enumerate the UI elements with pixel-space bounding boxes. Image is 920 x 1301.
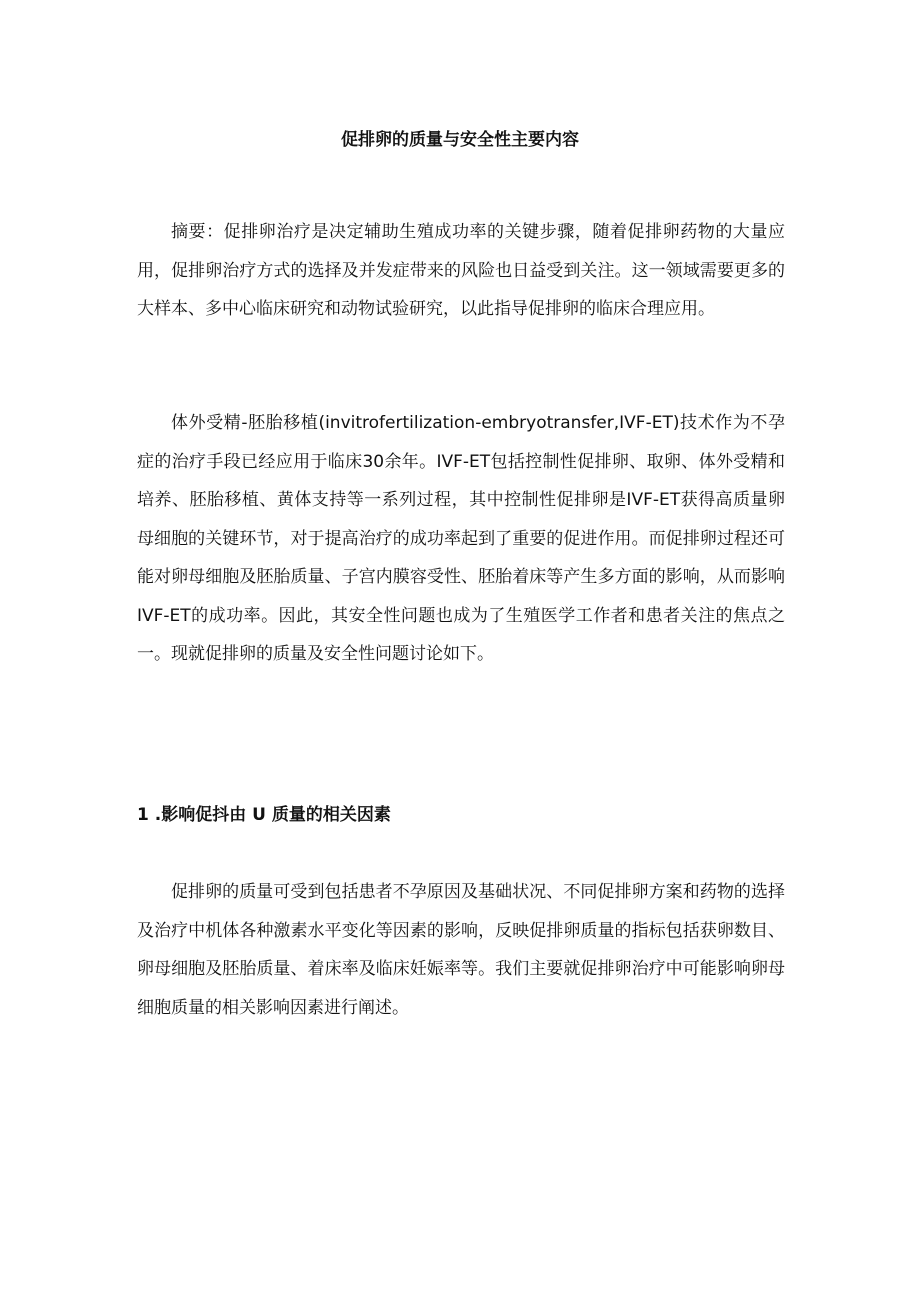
abstract-paragraph: 摘要：促排卵治疗是决定辅助生殖成功率的关键步骤，随着促排卵药物的大量应用，促排卵治疗方式的选择及并发症带来的风险也日益受到关注。这一领域需要更多的大样本、多中心临床研究和动物试验研究，以此指导促排卵的临床合理应用。 (137, 222, 785, 319)
section-1-paragraph: 促排卵的质量可受到包括患者不孕原因及基础状况、不同促排卵方案和药物的选择及治疗中机体各种激素水平变化等因素的影响，反映促排卵质量的指标包括获卵数目、卵母细胞及胚胎质量、着床率及临床妊娠率等。我们主要就促排卵治疗中可能影响卵母细胞质量的相关影响因素进行阐述。 (137, 882, 785, 1018)
document-title: 促排卵的质量与安全性主要内容 (341, 130, 579, 150)
section-1-heading: 1 .影响促抖由 U 质量的相关因素 (137, 805, 391, 825)
intro-paragraph: 体外受精-胚胎移植(invitrofertilization-embryotransfer,IVF-ET)技术作为不孕症的治疗手段已经应用于临床30余年。IVF-ET包括控制性促排卵、取卵、体外受精和培养、胚胎移植、黄体支持等一系列过程，其中控制性促排卵是IVF-ET获得高质量卵母细胞的关键环节，对于提高治疗的成功率起到了重要的促进作用。而促排卵过程还可能对卵母细胞及胚胎质量、子宫内膜容受性、胚胎着床等产生多方面的影响，从而影响IVF-ET的成功率。因此，其安全性问题也成为了生殖医学工作者和患者关注的焦点之一。现就促排卵的质量及安全性问题讨论如下。 (137, 413, 785, 664)
